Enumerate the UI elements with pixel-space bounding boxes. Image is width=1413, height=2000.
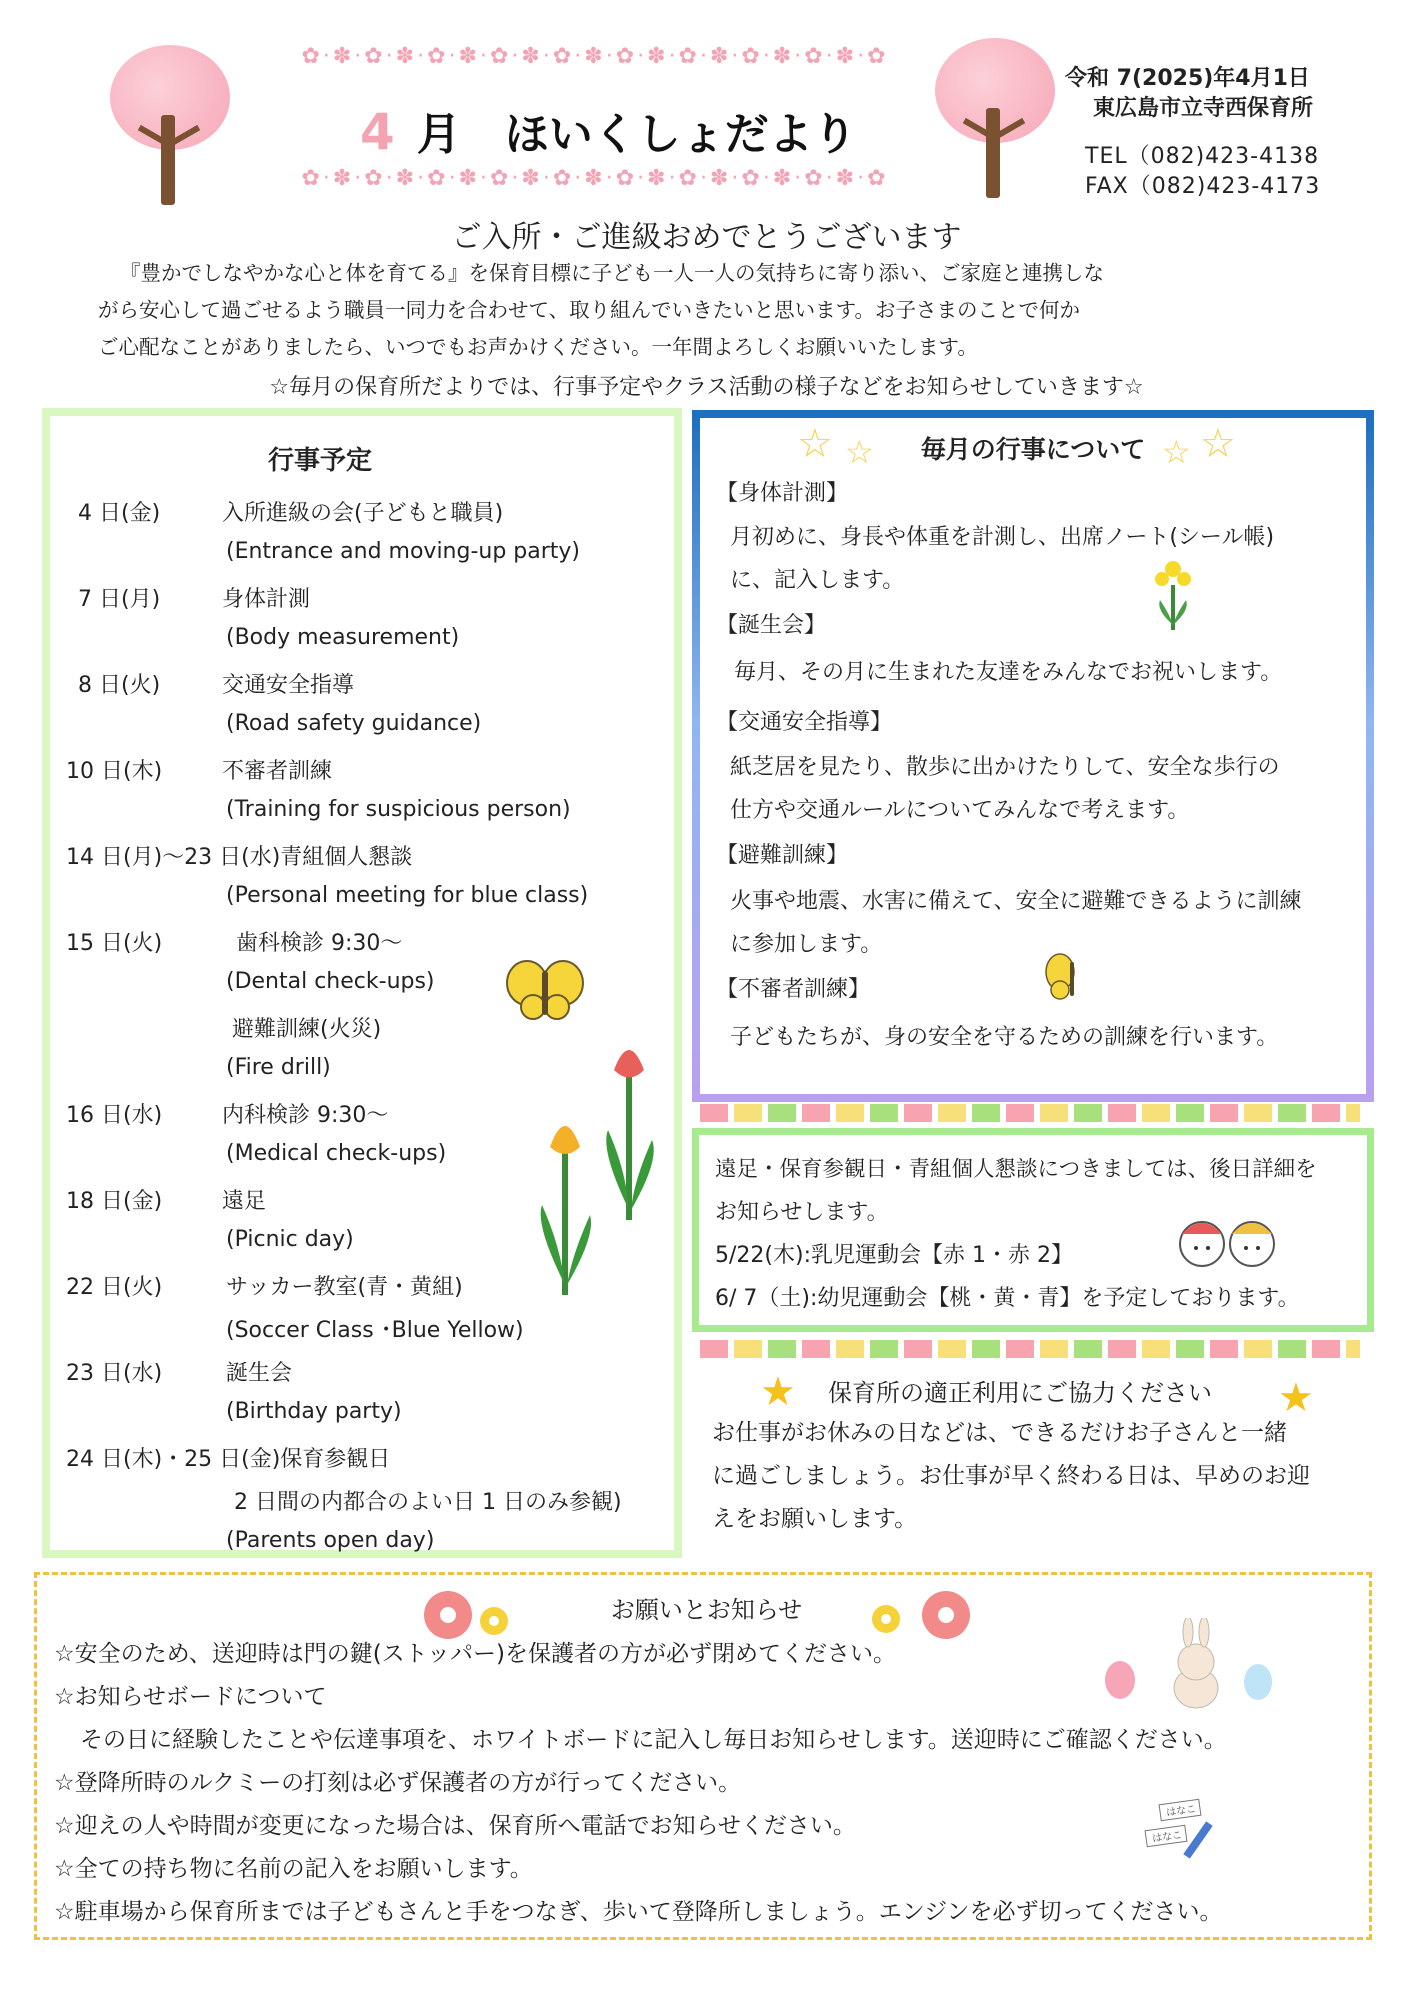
greeting-title: ご入所・ご進級おめでとうございます — [451, 220, 962, 255]
proper-use-body — [712, 1412, 1362, 1541]
section-heading: 【交通安全指導】 — [716, 710, 893, 735]
month-number: 4 — [360, 103, 395, 161]
star-icon: ☆ — [1200, 421, 1236, 467]
event-name: 交通安全指導 — [222, 673, 355, 698]
star-icon: ☆ — [845, 433, 874, 471]
events-title: 行事予定 — [267, 446, 372, 476]
top-garland: ✿·✽·✿·✽·✿·✽·✿·✽·✿·✽·✿·✽·✿·✽·✿·✽·✿·✽·✿ — [301, 44, 889, 69]
greeting-body — [98, 255, 1338, 366]
name-tag-pencil-icon — [1140, 1798, 1225, 1870]
event-date: 24 日(木)・25 日(金)保育参観日 — [66, 1447, 391, 1472]
notice-line: 5/22(木):乳児運動会【赤 1・赤 2】 — [715, 1243, 1073, 1268]
monthly-events-title: 毎月の行事について — [920, 435, 1146, 464]
event-english: (Fire drill) — [226, 1055, 331, 1080]
butterfly-icon — [505, 955, 585, 1025]
event-name: 2 日間の内都合のよい日 1 日のみ参観) — [234, 1490, 622, 1515]
contact-info — [1085, 142, 1320, 202]
newsletter-title — [360, 98, 857, 162]
event-date: 14 日(月)～23 日(水)青組個人懇談 — [66, 845, 413, 870]
event-name: 避難訓練(火災) — [232, 1017, 382, 1042]
fax-number: FAX（082)423-4173 — [1085, 174, 1321, 199]
event-date: 16 日(水) — [66, 1103, 163, 1128]
issue-info — [1065, 64, 1313, 124]
event-date: 7 日(月) — [78, 587, 161, 612]
section-line: 月初めに、身長や体重を計測し、出席ノート(シール帳) — [730, 525, 1275, 550]
requests-title: お願いとお知らせ — [610, 1596, 803, 1624]
event-english: (Medical check-ups) — [226, 1141, 447, 1166]
section-line: 子どもたちが、身の安全を守るための訓練を行います。 — [730, 1025, 1279, 1050]
section-line: 紙芝居を見たり、散歩に出かけたりして、安全な歩行の — [730, 755, 1280, 780]
event-date: 15 日(火) — [66, 931, 163, 956]
title-text: 月 ほいくしょだより — [416, 109, 857, 160]
event-name: 遠足 — [222, 1189, 267, 1214]
section-line: 火事や地震、水害に備えて、安全に避難できるように訓練 — [730, 889, 1302, 914]
event-date: 18 日(金) — [66, 1189, 163, 1214]
flower-icon — [1148, 555, 1198, 635]
star-icon: ☆ — [1162, 433, 1191, 471]
proper-use-line: お仕事がお休みの日などは、できるだけお子さんと一緒 — [712, 1420, 1287, 1446]
event-name: 入所進級の会(子どもと職員) — [222, 501, 504, 526]
event-english: (Birthday party) — [226, 1399, 402, 1424]
section-heading: 【身体計測】 — [716, 481, 849, 506]
section-heading: 【避難訓練】 — [716, 843, 849, 868]
event-name: 不審者訓練 — [222, 759, 333, 784]
section-line: 仕方や交通ルールについてみんなで考えます。 — [730, 798, 1190, 823]
event-date: 8 日(火) — [78, 673, 161, 698]
event-name: 身体計測 — [222, 587, 311, 612]
school-name: 東広島市立寺西保育所 — [1093, 96, 1314, 121]
cherry-tree-right-illustration — [930, 38, 1060, 203]
request-line: ☆登降所時のルクミーの打刻は必ず保護者の方が行ってください。 — [54, 1770, 742, 1796]
event-english: (Road safety guidance) — [226, 711, 482, 736]
section-heading: 【不審者訓練】 — [716, 977, 871, 1002]
event-english: (Picnic day) — [226, 1227, 354, 1252]
greeting-line: 『豊かでしなやかな心と体を育てる』を保育目標に子ども一人一人の気持ちに寄り添い、ご家庭と連携しな — [120, 261, 1104, 285]
tel-number: TEL（082)423-4138 — [1085, 144, 1320, 169]
section-line: に、記入します。 — [730, 568, 905, 593]
issue-date: 令和 7(2025)年4月1日 — [1065, 66, 1310, 91]
event-date: 10 日(木) — [66, 759, 163, 784]
request-line: ☆安全のため、送迎時は門の鍵(ストッパー)を保護者の方が必ず閉めてください。 — [54, 1641, 896, 1667]
greeting-line: がら安心して過ごせるよう職員一同力を合わせて、取り組んでいきたいと思います。お子さまのことで何か — [98, 298, 1080, 322]
event-name: 歯科検診 9:30～ — [236, 931, 403, 956]
event-name: 誕生会 — [226, 1361, 293, 1386]
star-icon: ★ — [1278, 1375, 1314, 1421]
notice-line: 6/ 7（土):幼児運動会【桃・黄・青】を予定しております。 — [715, 1286, 1300, 1311]
section-line: に参加します。 — [730, 932, 883, 957]
name-tag-text: はなこ — [1165, 1803, 1197, 1819]
bottom-garland: ✿·✽·✿·✽·✿·✽·✿·✽·✿·✽·✿·✽·✿·✽·✿·✽·✿·✽·✿ — [301, 166, 889, 191]
proper-use-line: に過ごしましょう。お仕事が早く終わる日は、早めのお迎 — [712, 1463, 1310, 1489]
section-line: 毎月、その月に生まれた友達をみんなでお祝いします。 — [734, 660, 1283, 685]
rabbit-and-eggs-icon — [1100, 1618, 1280, 1710]
greeting-line: ご心配なことがありましたら、いつでもお声かけください。一年間よろしくお願いいたします。 — [98, 335, 978, 359]
cherry-tree-left-illustration — [105, 45, 235, 210]
event-english: (Entrance and moving-up party) — [226, 539, 581, 564]
event-date: 23 日(水) — [66, 1361, 163, 1386]
request-line: ☆全ての持ち物に名前の記入をお願いします。 — [54, 1856, 533, 1882]
monthly-note: ☆毎月の保育所だよりでは、行事予定やクラス活動の様子などをお知らせしていきます☆ — [269, 375, 1144, 400]
event-english: (Soccer Class ･Blue Yellow) — [226, 1318, 524, 1343]
notice-line: 遠足・保育参観日・青組個人懇談につきましては、後日詳細を — [715, 1157, 1317, 1182]
event-english: (Body measurement) — [226, 625, 460, 650]
event-english: (Parents open day) — [226, 1528, 435, 1553]
star-icon: ☆ — [797, 421, 833, 467]
event-english: (Training for suspicious person) — [226, 797, 571, 822]
event-english: (Personal meeting for blue class) — [226, 883, 589, 908]
event-name: 内科検診 9:30～ — [222, 1103, 389, 1128]
request-line: その日に経験したことや伝達事項を、ホワイトボードに記入し毎日お知らせします。送迎時にご確認ください。 — [80, 1727, 1227, 1753]
request-line: ☆迎えの人や時間が変更になった場合は、保育所へ電話でお知らせください。 — [54, 1813, 856, 1839]
star-icon: ★ — [760, 1369, 796, 1415]
notice-line: お知らせします。 — [715, 1200, 889, 1225]
event-name: サッカー教室(青・黄組) — [226, 1275, 463, 1300]
divider-stripe — [700, 1104, 1360, 1122]
proper-use-title: 保育所の適正利用にご協力ください — [828, 1379, 1212, 1407]
request-line: ☆駐車場から保育所までは子どもさんと手をつなぎ、歩いて登降所しましょう。エンジンを必ず切ってください。 — [54, 1899, 1223, 1925]
event-date: 22 日(火) — [66, 1275, 163, 1300]
proper-use-line: えをお願いします。 — [712, 1506, 918, 1532]
tulip-yellow-icon — [520, 1105, 610, 1305]
request-line: ☆お知らせボードについて — [54, 1684, 327, 1710]
sports-day-children-icon — [1172, 1208, 1284, 1278]
name-tag-text: はなこ — [1151, 1829, 1183, 1845]
divider-stripe — [700, 1340, 1360, 1358]
butterfly-small-icon — [1040, 950, 1095, 1005]
event-date: 4 日(金) — [78, 501, 161, 526]
event-english: (Dental check-ups) — [226, 969, 435, 994]
section-heading: 【誕生会】 — [716, 613, 827, 638]
